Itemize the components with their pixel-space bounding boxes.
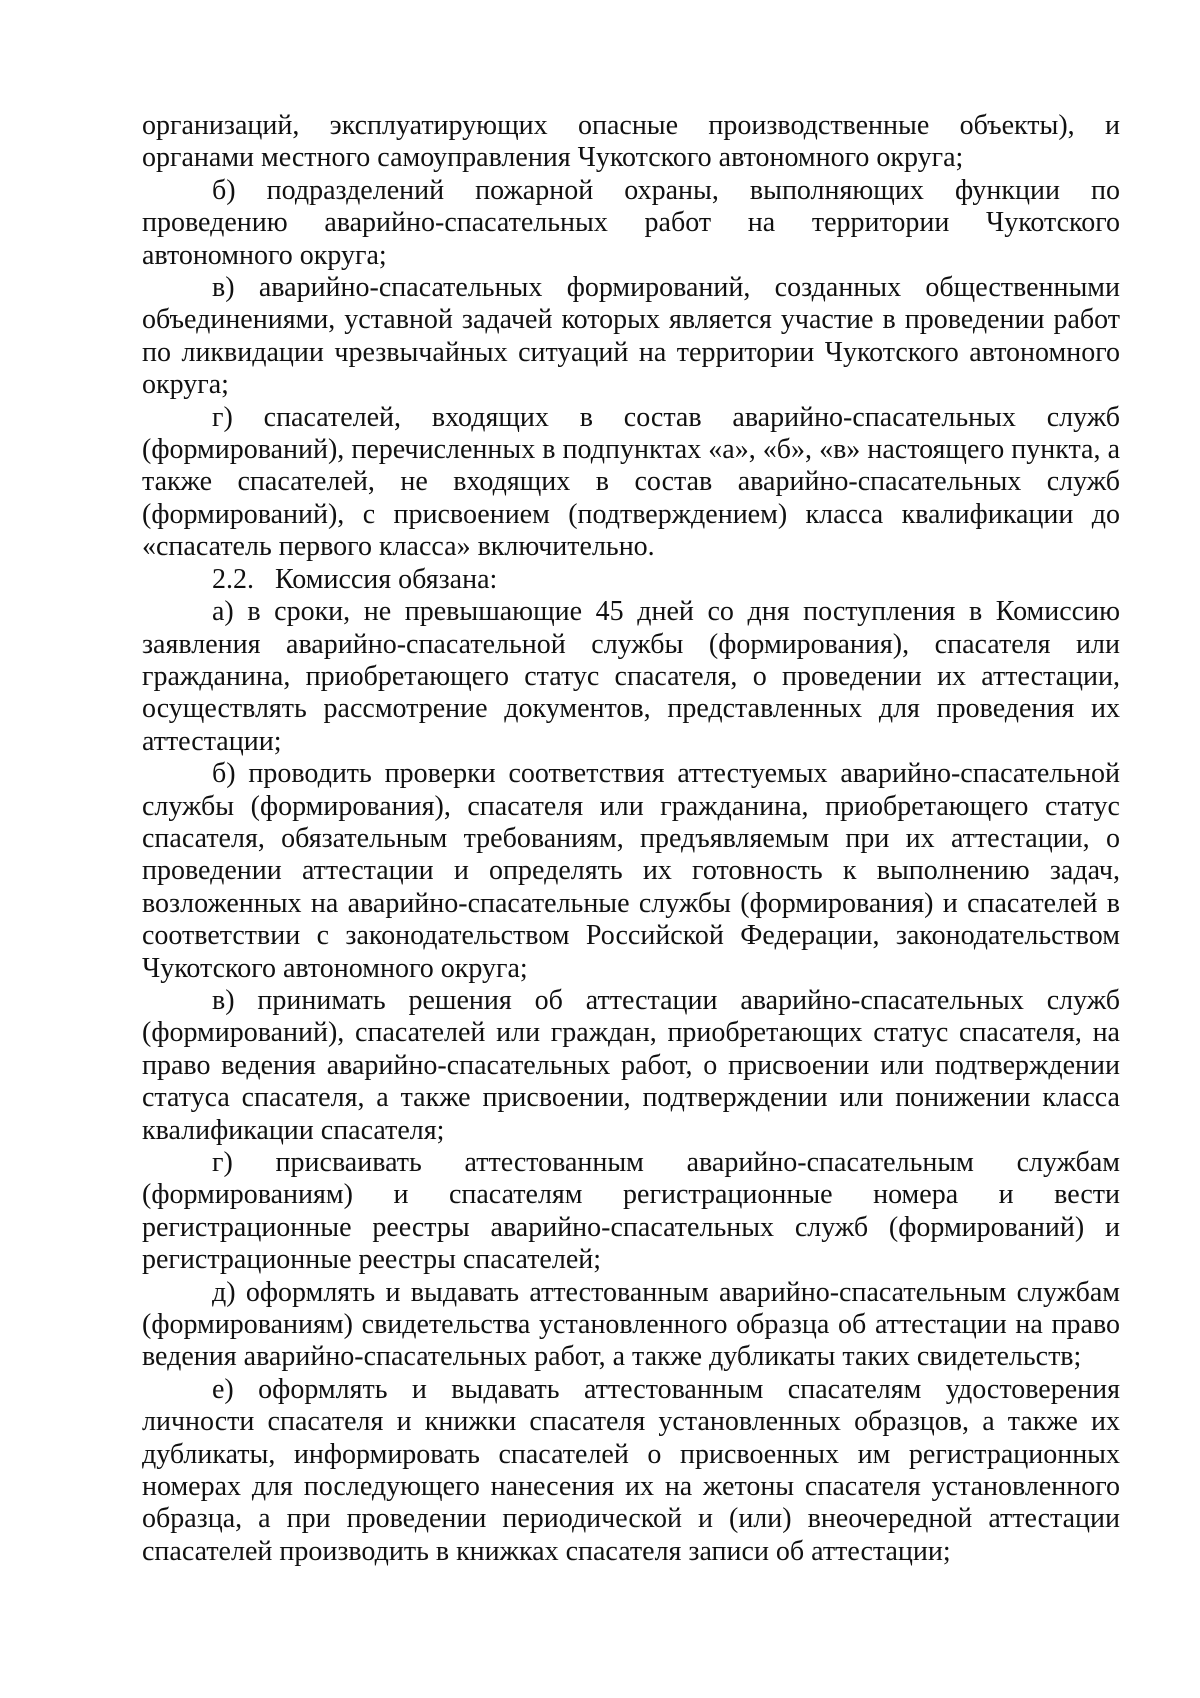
paragraph-item-g: г) спасателей, входящих в состав аварийно-спасательных служб (формирований), перечисленных в подпунктах «а», «б», «в» настоящего пункта, а также спасателей, не входящих в состав аварийно-спасательных служб (формирований), с присвоением (подтверждением) класса квалификации до «спасатель первого класса» включительно.	[142, 401, 1120, 563]
paragraph-continuation: организаций, эксплуатирующих опасные производственные объекты), и органами местного самоуправления Чукотского автономного округа;	[142, 110, 1120, 174]
paragraph-duty-g: г) присваивать аттестованным аварийно-спасательным службам (формированиям) и спасателям регистрационные номера и вести регистрационные реестры аварийно-спасательных служб (формирований) и регистрационные реестры спасателей;	[142, 1147, 1120, 1276]
paragraph-item-b: б) подразделений пожарной охраны, выполняющих функции по проведению аварийно-спасательных работ на территории Чукотского автономного округа;	[142, 174, 1120, 271]
paragraph-duty-e: е) оформлять и выдавать аттестованным спасателям удостоверения личности спасателя и книжки спасателя установленных образцов, а также их дубликаты, информировать спасателей о присвоенных им регистрационных номерах для последующего нанесения их на жетоны спасателя установленного образца, а при проведении периодической и (или) внеочередной аттестации спасателей производить в книжках спасателя записи об аттестации;	[142, 1373, 1120, 1567]
paragraph-duty-b: б) проводить проверки соответствия аттестуемых аварийно-спасательной службы (формирования), спасателя или гражданина, приобретающего статус спасателя, обязательным требованиям, предъявляемым при их аттестации, о проведении аттестации и определять их готовность к выполнению задач, возложенных на аварийно-спасательные службы (формирования) и спасателей в соответствии с законодательством Российской Федерации, законодательством Чукотского автономного округа;	[142, 758, 1120, 984]
paragraph-item-v: в) аварийно-спасательных формирований, созданных общественными объединениями, уставной задачей которых является участие в проведении работ по ликвидации чрезвычайных ситуаций на территории Чукотского автономного округа;	[142, 272, 1120, 401]
paragraph-duty-v: в) принимать решения об аттестации аварийно-спасательных служб (формирований), спасателей или граждан, приобретающих статус спасателя, на право ведения аварийно-спасательных работ, о присвоении или подтверждении статуса спасателя, а также присвоении, подтверждении или понижении класса квалификации спасателя;	[142, 984, 1120, 1146]
paragraph-duty-a: а) в сроки, не превышающие 45 дней со дня поступления в Комиссию заявления аварийно-спасательной службы (формирования), спасателя или гражданина, приобретающего статус спасателя, о проведении их аттестации, осуществлять рассмотрение документов, представленных для проведения их аттестации;	[142, 596, 1120, 757]
paragraph-duty-d: д) оформлять и выдавать аттестованным аварийно-спасательным службам (формированиям) свидетельства установленного образца об аттестации на право ведения аварийно-спасательных работ, а также дубликаты таких свидетельств;	[142, 1276, 1120, 1373]
paragraph-section-2-2: 2.2. Комиссия обязана:	[212, 563, 498, 595]
